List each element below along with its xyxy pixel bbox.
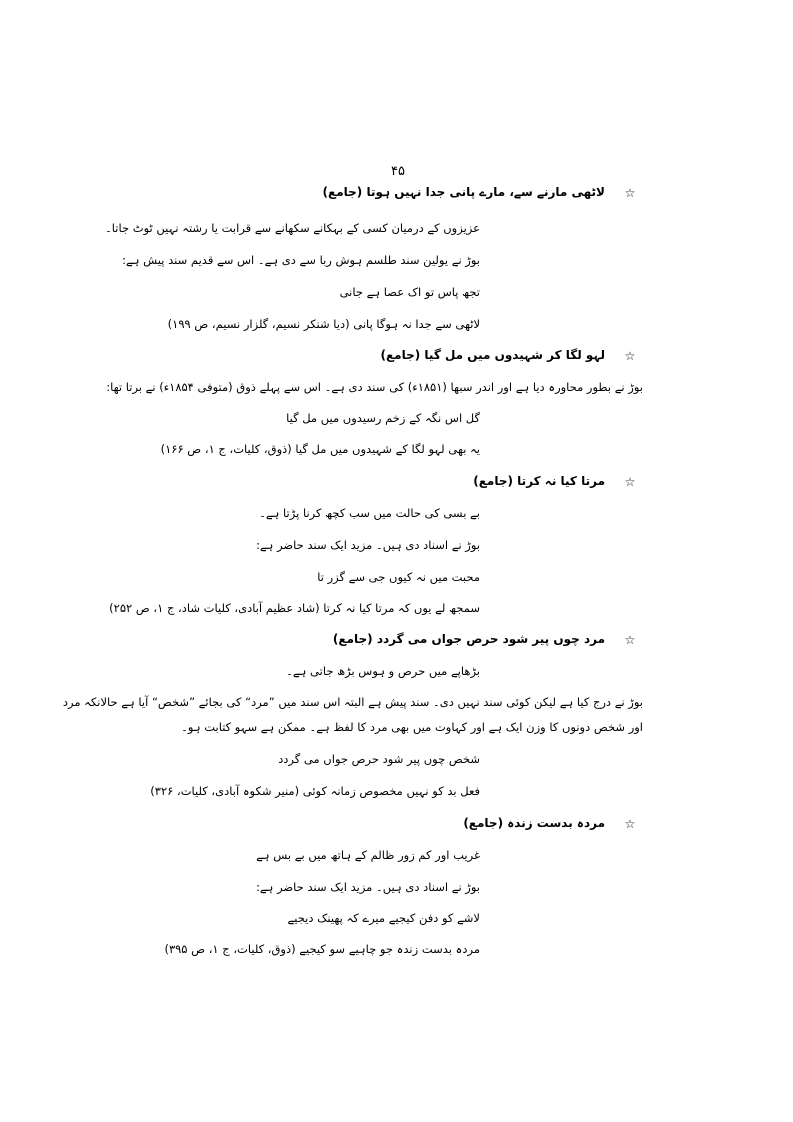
entry-line: گل اس نگہ کے زخم رسیدوں میں مل گیا — [286, 411, 480, 425]
entry-heading: مردہ بدست زندہ (جامع) — [463, 816, 605, 830]
entry-line: فعل بد کو نہیں مخصوص زمانہ کوئی (منیر شکوہ آبادی، کلیات، ۳۲۶) — [150, 784, 480, 798]
entry-heading: مرتا کیا نہ کرتا (جامع) — [473, 474, 605, 488]
entry-line: اور شخص دونوں کا وزن ایک ہے اور کہاوت میں بھی مرد کا لفظ ہے۔ ممکن ہے سہو کتابت ہو۔ — [181, 720, 643, 734]
entry-line: بوڑ نے اسناد دی ہیں۔ مزید ایک سند حاضر ہے: — [256, 880, 480, 894]
star-bullet-icon: ☆ — [624, 349, 636, 363]
entry-line: مردہ بدست زندہ جو چاہیے سو کیجیے (ذوق، کلیات، ج ۱، ص ۳۹۵) — [164, 942, 480, 956]
star-bullet-icon: ☆ — [624, 817, 636, 831]
entry-line: محبت میں نہ کیوں جی سے گزر تا — [317, 570, 480, 584]
entry-heading: مرد چوں پیر شود حرص جواں می گردد (جامع) — [332, 632, 605, 646]
entry-line: بوڑ نے اسناد دی ہیں۔ مزید ایک سند حاضر ہے: — [256, 538, 480, 552]
entry-line: بوڑ نے یولین سند طلسم ہوش ربا سے دی ہے۔ اس سے قدیم سند پیش ہے: — [122, 253, 480, 267]
entry-line: بوڑ نے درج کیا ہے لیکن کوئی سند نہیں دی۔ سند پیش ہے البتہ اس سند میں ”مرد“ کی بجائے ”شخص“ آیا ہے حالانکہ مرد — [62, 695, 643, 709]
entry-line: بڑھاپے میں حرص و ہوس بڑھ جاتی ہے۔ — [286, 664, 480, 678]
entry-line: یہ بھی لہو لگا کے شہیدوں میں مل گیا (ذوق، کلیات، ج ۱، ص ۱۶۶) — [160, 442, 480, 456]
entry-line: لاٹھی سے جدا نہ ہوگا پانی (دیا شنکر نسیم، گلزار نسیم، ص ۱۹۹) — [167, 317, 480, 331]
star-bullet-icon: ☆ — [624, 475, 636, 489]
entry-line: لاشے کو دفن کیجیے میرے کہ پھینک دیجیے — [287, 911, 480, 925]
entry-line: بے بسی کی حالت میں سب کچھ کرنا پڑتا ہے۔ — [259, 506, 480, 520]
entry-line: بوڑ نے بطور محاورہ دیا ہے اور اندر سبھا (۱۸۵۱ء) کی سند دی ہے۔ اس سے پہلے ذوق (متوفی ۱۸۵۴ء) نے برتا تھا: — [106, 380, 643, 394]
entry-line: غریب اور کم زور ظالم کے ہاتھ میں بے بس ہے — [256, 848, 480, 862]
entry-line: سمجھ لے یوں کہ مرتا کیا نہ کرتا (شاد عظیم آبادی، کلیات شاد، ج ۱، ص ۲۵۲) — [109, 601, 480, 615]
entry-line: تجھ پاس تو اک عصا ہے جانی — [339, 285, 480, 299]
entry-line: شخص چوں پیر شود حرص جواں می گردد — [278, 752, 480, 766]
page-number: ۴۵ — [391, 164, 405, 179]
entry-heading: لاٹھی مارنے سے، مارے پانی جدا نہیں ہوتا (جامع) — [322, 185, 605, 199]
star-bullet-icon: ☆ — [624, 186, 636, 200]
entry-heading: لہو لگا کر شہیدوں میں مل گیا (جامع) — [380, 348, 605, 362]
star-bullet-icon: ☆ — [624, 633, 636, 647]
entry-line: عزیزوں کے درمیان کسی کے بہکانے سکھانے سے قرابت یا رشتہ نہیں ٹوٹ جاتا۔ — [105, 221, 480, 235]
